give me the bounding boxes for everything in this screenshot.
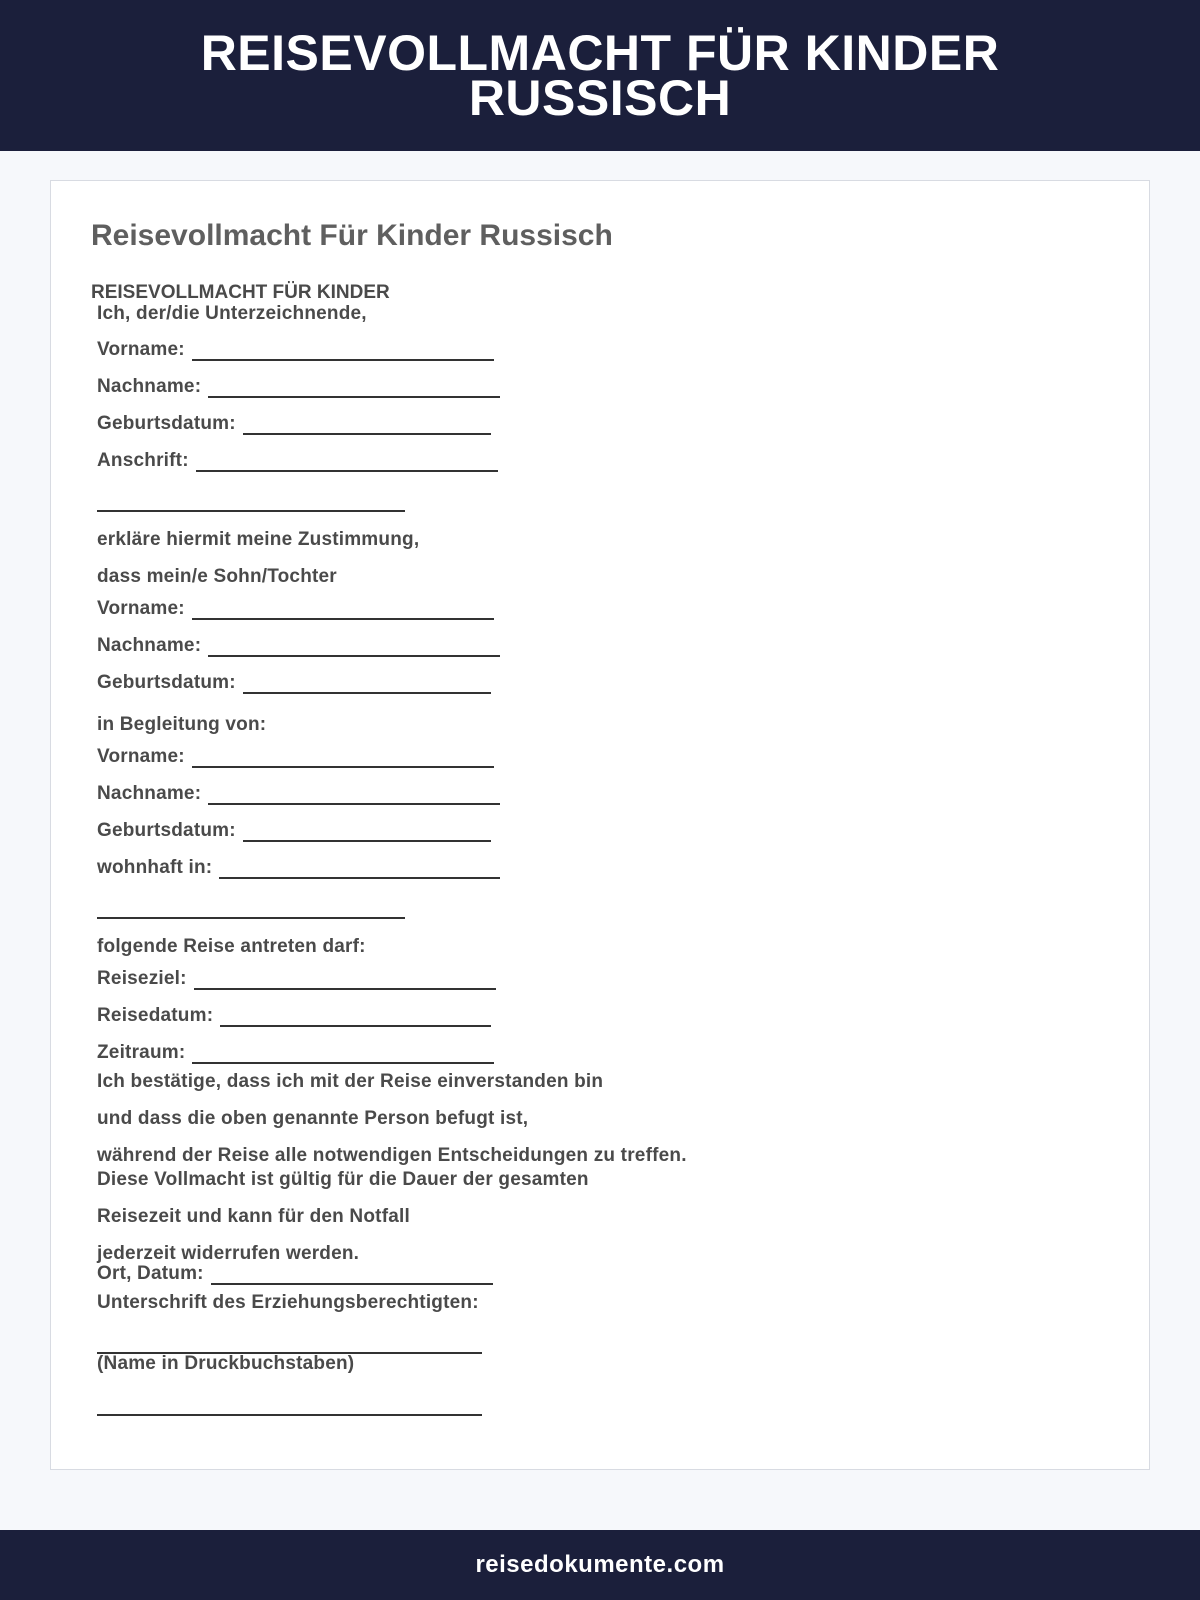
trip-destination-blank[interactable] <box>194 970 496 990</box>
trip-destination-field[interactable] <box>97 968 496 990</box>
validity-line-2: Reisezeit und kann für den Notfall <box>97 1206 410 1227</box>
validity-line-3: jederzeit widerrufen werden. <box>97 1243 360 1264</box>
page-footer <box>0 1530 1200 1600</box>
header-title-line2: RUSSISCH <box>468 69 732 126</box>
confirmation-line-3: während der Reise alle notwendigen Entscheidungen zu treffen. <box>97 1145 687 1166</box>
parent-last-name-label: Nachname: <box>97 376 202 397</box>
trip-destination-label: Reiseziel: <box>97 968 187 989</box>
trip-period-blank[interactable] <box>192 1044 494 1064</box>
child-birth-date-field[interactable] <box>97 672 491 694</box>
parent-birth-date-label: Geburtsdatum: <box>97 413 236 434</box>
companion-residence-label: wohnhaft in: <box>97 857 213 878</box>
companion-last-name-field[interactable] <box>97 783 500 805</box>
page-header <box>0 0 1200 151</box>
companion-last-name-blank[interactable] <box>208 785 500 805</box>
header-title-line1: REISEVOLLMACHT FÜR KINDER <box>200 24 1000 81</box>
child-first-name-field[interactable] <box>97 598 494 620</box>
document-title: Reisevollmacht Für Kinder Russisch <box>91 219 613 252</box>
print-name-blank[interactable] <box>97 1414 482 1416</box>
intro-text: Ich, der/die Unterzeichnende, <box>97 303 367 324</box>
parent-address-blank-2[interactable] <box>97 510 405 512</box>
companion-residence-blank[interactable] <box>219 859 500 879</box>
form-heading: REISEVOLLMACHT FÜR KINDER <box>91 282 390 303</box>
child-last-name-blank[interactable] <box>208 637 500 657</box>
companion-first-name-field[interactable] <box>97 746 494 768</box>
child-first-name-blank[interactable] <box>192 600 494 620</box>
companion-birth-date-label: Geburtsdatum: <box>97 820 236 841</box>
consent-line-1: erkläre hiermit meine Zustimmung, <box>97 529 420 550</box>
place-date-field[interactable] <box>97 1263 493 1285</box>
parent-birth-date-field[interactable] <box>97 413 491 435</box>
document-card <box>50 180 1150 1470</box>
companion-residence-blank-2[interactable] <box>97 917 405 919</box>
consent-line-2: dass mein/e Sohn/Tochter <box>97 566 337 587</box>
companion-birth-date-blank[interactable] <box>243 822 491 842</box>
child-first-name-label: Vorname: <box>97 598 185 619</box>
companion-last-name-label: Nachname: <box>97 783 202 804</box>
footer-site-link[interactable]: reisedokumente.com <box>475 1551 725 1578</box>
child-birth-date-blank[interactable] <box>243 674 491 694</box>
child-last-name-field[interactable] <box>97 635 500 657</box>
parent-first-name-label: Vorname: <box>97 339 185 360</box>
print-name-label: (Name in Druckbuchstaben) <box>97 1353 355 1374</box>
place-date-label: Ort, Datum: <box>97 1263 204 1284</box>
parent-address-label: Anschrift: <box>97 450 189 471</box>
companion-first-name-blank[interactable] <box>192 748 494 768</box>
companion-intro: in Begleitung von: <box>97 714 267 735</box>
validity-line-1: Diese Vollmacht ist gültig für die Dauer der gesamten <box>97 1169 589 1190</box>
confirmation-line-1: Ich bestätige, dass ich mit der Reise einverstanden bin <box>97 1071 604 1092</box>
parent-last-name-blank[interactable] <box>208 378 500 398</box>
trip-date-blank[interactable] <box>220 1007 491 1027</box>
child-last-name-label: Nachname: <box>97 635 202 656</box>
parent-first-name-field[interactable] <box>97 339 494 361</box>
place-date-blank[interactable] <box>211 1265 493 1285</box>
parent-first-name-blank[interactable] <box>192 341 494 361</box>
parent-birth-date-blank[interactable] <box>243 415 491 435</box>
trip-period-label: Zeitraum: <box>97 1042 186 1063</box>
trip-date-label: Reisedatum: <box>97 1005 214 1026</box>
companion-first-name-label: Vorname: <box>97 746 185 767</box>
parent-address-blank[interactable] <box>196 452 498 472</box>
signature-label: Unterschrift des Erziehungsberechtigten: <box>97 1292 479 1313</box>
trip-date-field[interactable] <box>97 1005 491 1027</box>
companion-residence-field[interactable] <box>97 857 500 879</box>
child-birth-date-label: Geburtsdatum: <box>97 672 236 693</box>
trip-period-field[interactable] <box>97 1042 494 1064</box>
trip-intro: folgende Reise antreten darf: <box>97 936 366 957</box>
confirmation-line-2: und dass die oben genannte Person befugt ist, <box>97 1108 529 1129</box>
parent-last-name-field[interactable] <box>97 376 500 398</box>
companion-birth-date-field[interactable] <box>97 820 491 842</box>
parent-address-field[interactable] <box>97 450 498 472</box>
